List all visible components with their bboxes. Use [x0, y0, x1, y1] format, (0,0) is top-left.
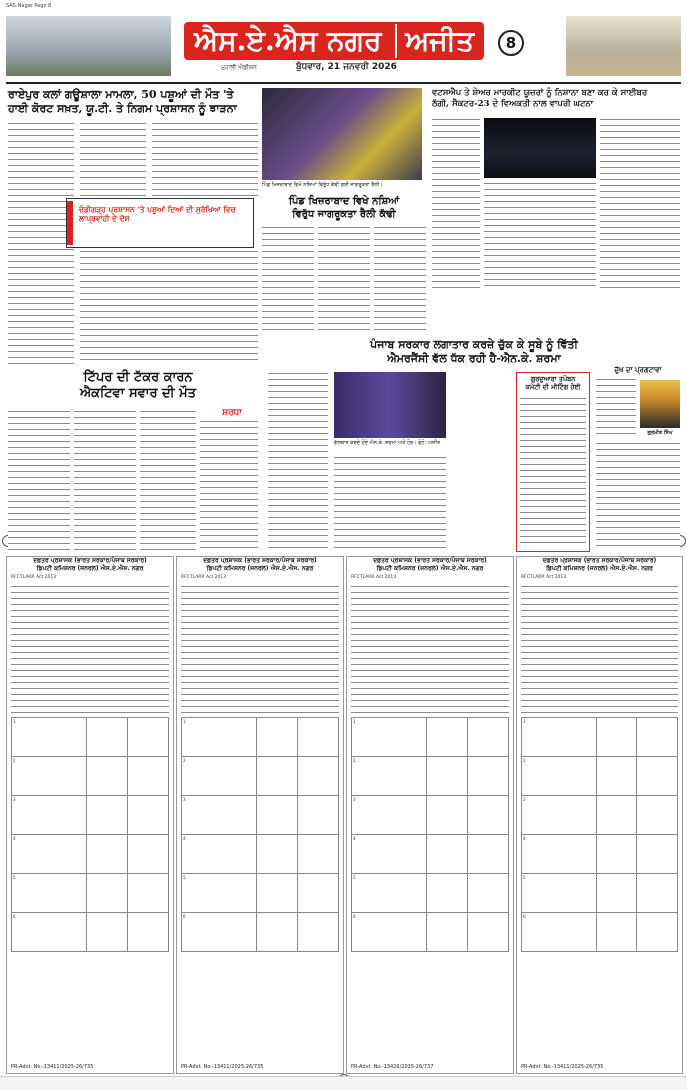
rally-body-col1	[262, 226, 314, 330]
paper-name: ਅਜੀਤ	[395, 24, 474, 58]
table-cell	[128, 834, 169, 873]
accident-body-col3	[140, 410, 196, 550]
lead-headline	[8, 88, 258, 116]
table-cell	[257, 717, 298, 756]
lead-body-col1	[8, 122, 74, 364]
obit-body-top	[596, 378, 636, 438]
gurdwara-headline-line1: ਗੁਰਦੁਆਰਾ ਤਪੋਬਨ	[530, 375, 576, 383]
accident-headline-line2: ਐਕਟਿਵਾ ਸਵਾਰ ਦੀ ਮੌਤ	[80, 386, 196, 402]
table-cell: 2	[352, 756, 427, 795]
gurdwara-headline	[519, 375, 587, 391]
gurdwara-headline-line2: ਕਮੇਟੀ ਦੀ ਮੀਟਿੰਗ ਹੋਈ	[525, 383, 581, 392]
notice-department: ਦਫ਼ਤਰ ਪ੍ਰਸ਼ਾਸਕ (ਭਾਰਤ ਸਰਕਾਰ/ਪੰਜਾਬ ਸਰਕਾਰ)	[33, 557, 147, 564]
table-cell	[128, 717, 169, 756]
table-cell	[427, 834, 468, 873]
page-number: 8	[498, 30, 524, 56]
notice-body	[181, 585, 339, 715]
accident-body-col2	[74, 410, 136, 550]
accident-body-col1	[8, 410, 70, 550]
lead-body-col2	[80, 122, 146, 198]
legal-notice-1	[6, 556, 174, 1074]
table-cell: 6	[352, 912, 427, 951]
table-cell: 4	[182, 834, 257, 873]
section-banner	[184, 22, 484, 60]
table-cell: 5	[12, 873, 87, 912]
rally-headline	[264, 196, 424, 221]
table-cell: 1	[522, 717, 597, 756]
fraud-photo	[484, 118, 596, 178]
accident-headline	[20, 370, 256, 403]
legal-notices-row	[6, 556, 681, 1076]
govt-body-col1	[268, 372, 328, 550]
lead-headline-line2: ਹਾਈ ਕੋਰਟ ਸਖ਼ਤ, ਯੂ.ਟੀ. ਤੇ ਨਿਗਮ ਪ੍ਰਸ਼ਾਸਨ ਨੂੰ ਝਾੜਨਾ	[8, 101, 237, 115]
lead-pullquote	[66, 198, 254, 248]
print-slug: SAS-Nagar Page 8	[6, 3, 52, 9]
table-cell	[128, 873, 169, 912]
table-cell	[468, 912, 509, 951]
obit-name: ਗੁਰਮੀਤ ਸਿੰਘ	[647, 430, 673, 436]
table-cell	[298, 873, 339, 912]
table-cell: 4	[12, 834, 87, 873]
table-cell	[87, 756, 128, 795]
rally-caption: ਪਿੰਡ ਖਿਜ਼ਰਾਬਾਦ ਵਿਖੇ ਨਸ਼ਿਆਂ ਵਿਰੁੱਧ ਕੱਢੀ ਗਈ ਜਾਗਰੂਕਤਾ ਰੈਲੀ।	[262, 182, 383, 188]
table-cell	[257, 795, 298, 834]
rally-headline-line2: ਵਿਰੁੱਧ ਜਾਗਰੂਕਤਾ ਰੈਲੀ ਕੱਢੀ	[292, 208, 396, 220]
table-cell	[468, 834, 509, 873]
notice-act: RFCTLARR Act 2013	[181, 575, 227, 580]
notice-body	[521, 585, 678, 715]
legal-notice-3	[346, 556, 514, 1074]
notice-office: ਡਿਪਟੀ ਕਮਿਸ਼ਨਰ (ਜਨਰਲ) ਐਸ.ਏ.ਐਸ. ਨਗਰ	[546, 565, 653, 572]
table-cell	[87, 873, 128, 912]
table-cell	[298, 717, 339, 756]
table-cell	[298, 912, 339, 951]
table-cell	[637, 834, 678, 873]
govt-headline-line2: ਐਮਰਜੈਂਸੀ ਵੱਲ ਧੱਕ ਰਹੀ ਹੈ-ਐਨ.ਕੇ. ਸ਼ਰਮਾ	[387, 351, 561, 365]
table-cell	[637, 717, 678, 756]
legal-notice-4	[516, 556, 683, 1074]
table-cell: 4	[352, 834, 427, 873]
table-cell: 3	[182, 795, 257, 834]
table-cell	[128, 795, 169, 834]
notice-act: RFCTLARR Act 2013	[521, 575, 567, 580]
notice-office: ਡਿਪਟੀ ਕਮਿਸ਼ਨਰ (ਜਨਰਲ) ਐਸ.ਏ.ਐਸ. ਨਗਰ	[376, 565, 484, 572]
table-cell	[468, 795, 509, 834]
shradha-body	[200, 420, 258, 550]
table-cell	[427, 795, 468, 834]
table-cell	[637, 873, 678, 912]
building-photo	[6, 16, 171, 76]
table-cell	[87, 795, 128, 834]
table-cell: 1	[352, 717, 427, 756]
landmark-photo	[566, 16, 681, 76]
table-cell: 1	[182, 717, 257, 756]
table-cell	[427, 912, 468, 951]
notice-department: ਦਫ਼ਤਰ ਪ੍ਰਸ਼ਾਸਕ (ਭਾਰਤ ਸਰਕਾਰ/ਪੰਜਾਬ ਸਰਕਾਰ)	[203, 557, 317, 564]
obit-headline: ਦੁੱਖ ਦਾ ਪ੍ਰਗਟਾਵਾ	[614, 365, 662, 374]
fraud-headline-line2: ਠੱਗੀ, ਸੈਕਟਰ-23 ਦੇ ਵਿਅਕਤੀ ਨਾਲ ਵਾਪਰੀ ਘਟਨਾ	[432, 98, 594, 109]
table-cell	[257, 834, 298, 873]
table-cell	[596, 795, 637, 834]
table-cell: 5	[522, 873, 597, 912]
table-cell	[637, 912, 678, 951]
rally-photo	[262, 88, 422, 180]
table-cell	[298, 795, 339, 834]
shradha-title: ਸ਼ਰਧਾ	[222, 408, 242, 418]
table-cell: 2	[12, 756, 87, 795]
notice-office: ਡਿਪਟੀ ਕਮਿਸ਼ਨਰ (ਜਨਰਲ) ਐਸ.ਏ.ਐਸ. ਨਗਰ	[206, 565, 314, 572]
table-cell	[596, 912, 637, 951]
table-cell	[596, 873, 637, 912]
notice-department: ਦਫ਼ਤਰ ਪ੍ਰਸ਼ਾਸਕ (ਭਾਰਤ ਸਰਕਾਰ/ਪੰਜਾਬ ਸਰਕਾਰ)	[542, 557, 657, 564]
notice-ref: PR-Advt. No.-13426/2025-26/737	[351, 1064, 434, 1070]
table-cell: 3	[352, 795, 427, 834]
table-cell: 2	[522, 756, 597, 795]
govt-photo	[334, 372, 446, 438]
notice-office: ਡਿਪਟੀ ਕਮਿਸ਼ਨਰ (ਜਨਰਲ) ਐਸ.ਏ.ਐਸ. ਨਗਰ	[36, 565, 144, 572]
table-cell: 4	[522, 834, 597, 873]
table-cell	[298, 756, 339, 795]
lead-body-col2b	[80, 250, 258, 360]
table-cell: 6	[12, 912, 87, 951]
fraud-headline	[432, 88, 680, 109]
gurdwara-body	[520, 397, 586, 547]
table-cell	[637, 756, 678, 795]
table-cell	[128, 756, 169, 795]
table-cell	[596, 717, 637, 756]
govt-headline	[268, 338, 680, 366]
notice-table	[181, 717, 339, 952]
notice-ref: PR-Advt. No.-13411/2025-26/735	[521, 1064, 604, 1070]
table-cell	[468, 717, 509, 756]
notice-ref: PR-Advt. No.-13411/2025-26/735	[11, 1064, 94, 1070]
table-cell	[87, 717, 128, 756]
lead-body-col3	[152, 122, 258, 198]
edition-label: ਮੁਹਾਲੀ ਐਡੀਸ਼ਨ	[221, 64, 257, 71]
notice-department: ਦਫ਼ਤਰ ਪ੍ਰਸ਼ਾਸਕ (ਭਾਰਤ ਸਰਕਾਰ/ਪੰਜਾਬ ਸਰਕਾਰ)	[373, 557, 487, 564]
notice-table	[521, 717, 678, 952]
govt-headline-line1: ਪੰਜਾਬ ਸਰਕਾਰ ਲਗਾਤਾਰ ਕਰਜ਼ੇ ਚੁੱਕ ਕੇ ਸੂਬੇ ਨੂੰ ਵਿੱਤੀ	[370, 338, 578, 351]
issue-date: ਬੁੱਧਵਾਰ, 21 ਜਨਵਰੀ 2026	[296, 62, 397, 72]
obit-body	[596, 442, 680, 550]
table-cell: 3	[12, 795, 87, 834]
print-footer-bar	[0, 1076, 687, 1090]
table-cell: 3	[522, 795, 597, 834]
table-cell	[427, 873, 468, 912]
table-cell: 5	[352, 873, 427, 912]
notice-body	[11, 585, 169, 715]
table-cell	[427, 717, 468, 756]
table-cell	[596, 834, 637, 873]
fraud-body-col3	[600, 118, 680, 288]
table-cell: 6	[522, 912, 597, 951]
table-cell	[637, 795, 678, 834]
rally-body-col3	[374, 226, 426, 330]
fraud-body-col1	[432, 118, 480, 288]
notice-act: RFCTLARR Act 2013	[351, 575, 397, 580]
pullquote-accent	[67, 201, 73, 245]
obit-portrait	[640, 380, 680, 428]
table-cell: 1	[12, 717, 87, 756]
notice-table	[351, 717, 509, 952]
gurdwara-box	[516, 372, 590, 552]
govt-body-col2	[334, 456, 446, 550]
table-cell	[257, 756, 298, 795]
table-cell	[468, 873, 509, 912]
table-cell	[257, 912, 298, 951]
table-cell: 5	[182, 873, 257, 912]
rally-body-col2	[318, 226, 370, 330]
table-cell	[87, 912, 128, 951]
table-cell	[298, 834, 339, 873]
fraud-body-col2	[484, 182, 596, 288]
table-cell	[596, 756, 637, 795]
fraud-headline-line1: ਵਟਸਐਪ ਤੇ ਸ਼ੇਅਰ ਮਾਰਕੀਟ ਯੂਜ਼ਰਾਂ ਨੂੰ ਨਿਸ਼ਾਨਾ ਬਣਾ ਕਰ ਕੇ ਸਾਈਬਰ	[432, 88, 648, 98]
table-cell	[128, 912, 169, 951]
notice-table	[11, 717, 169, 952]
table-cell	[468, 756, 509, 795]
table-cell: 6	[182, 912, 257, 951]
masthead	[6, 12, 681, 84]
accident-headline-line1: ਟਿੱਪਰ ਦੀ ਟੱਕਰ ਕਾਰਨ	[83, 370, 193, 385]
table-cell	[87, 834, 128, 873]
notice-body	[351, 585, 509, 715]
table-cell: 2	[182, 756, 257, 795]
notice-ref: PR-Advt. No.-13411/2025-26/735	[181, 1064, 264, 1070]
table-cell	[257, 873, 298, 912]
table-cell	[427, 756, 468, 795]
legal-notice-2	[176, 556, 344, 1074]
pullquote-text: ਚੰਡੀਗੜ੍ਹ ਪ੍ਰਸ਼ਾਸਨ 'ਤੇ ਪਸ਼ੂਆਂ ਦਿਆਂ ਦੀ ਸੁਰੱਖਿਆ ਵਿਚ ਲਾਪ੍ਰਵਾਹੀ ਦੇ ਦੋਸ਼	[79, 205, 236, 224]
section-title: ਐਸ.ਏ.ਐਸ ਨਗਰ	[194, 24, 382, 57]
notice-act: RFCTLARR Act 2013	[11, 575, 57, 580]
govt-caption: ਗੱਲਬਾਤ ਕਰਦੇ ਹੋਏ ਐਨ.ਕੇ. ਸ਼ਰਮਾ ਅਤੇ ਹੋਰ। ਫੋਟੋ: ਅਜੀਤ	[334, 440, 441, 446]
rally-headline-line1: ਪਿੰਡ ਖਿਜ਼ਰਾਬਾਦ ਵਿਖੇ ਨਸ਼ਿਆਂ	[288, 196, 400, 207]
lead-headline-line1: ਰਾਏਪੁਰ ਕਲਾਂ ਗਊਸ਼ਾਲਾ ਮਾਮਲਾ, 50 ਪਸ਼ੂਆਂ ਦੀ ਮੌਤ 'ਤੇ	[8, 88, 234, 101]
